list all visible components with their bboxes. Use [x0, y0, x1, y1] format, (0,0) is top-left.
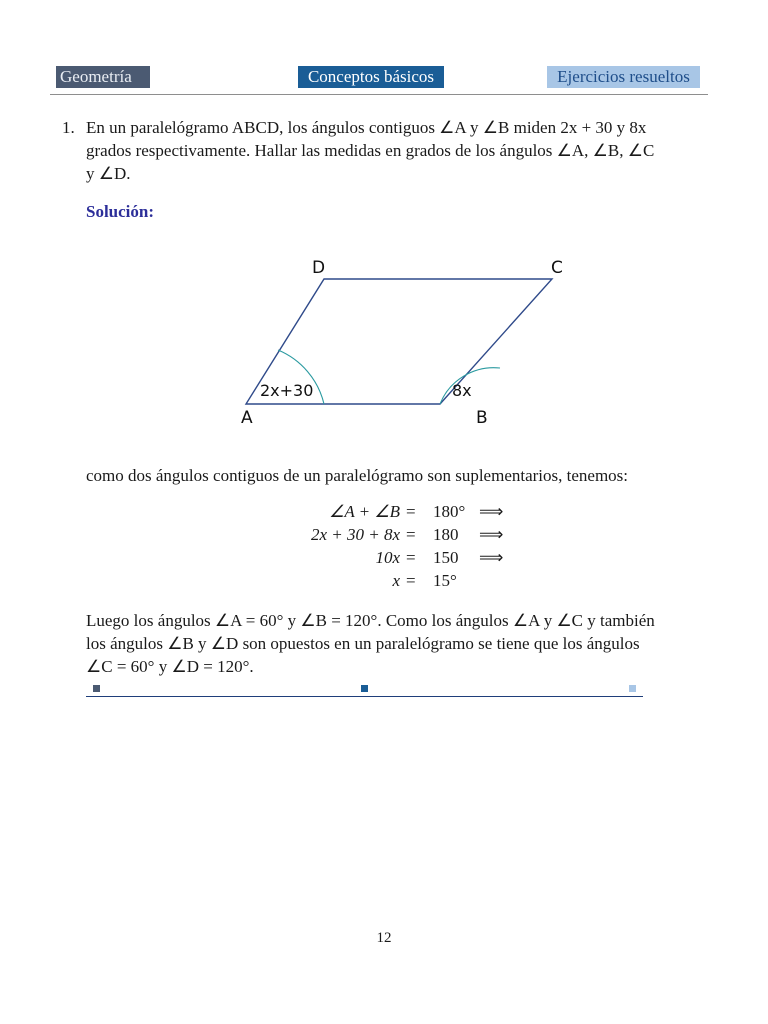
vertex-d-label: D — [312, 258, 326, 278]
intro-text: como dos ángulos contiguos de un paralelógramo son suplementarios, tenemos: — [86, 466, 629, 485]
vertex-b-label: B — [476, 408, 488, 428]
equation-row-1 — [0, 502, 768, 526]
eq4-lhs: x — [392, 571, 400, 590]
conclusion-paragraph — [86, 609, 726, 679]
problem-number: 1. — [62, 118, 75, 137]
vertex-a-label: A — [241, 408, 253, 428]
tab-ejercicios-resueltos[interactable]: Ejercicios resueltos — [547, 66, 700, 88]
equation-row-3 — [0, 548, 768, 572]
problem-line-2: grados respectivamente. Hallar las medidas en grados de los ángulos ∠A, ∠B, ∠C — [86, 141, 655, 160]
eq2-lhs: 2x + 30 + 8x — [310, 525, 400, 544]
tab-geometria[interactable]: Geometría — [56, 66, 150, 88]
eq3-rel: = — [406, 548, 416, 567]
conclusion-line-2: los ángulos ∠B y ∠D son opuestos en un paralelógramo se tiene que los ángulos — [86, 634, 640, 653]
tab-conceptos-basicos[interactable]: Conceptos básicos — [298, 66, 444, 88]
page-number: 12 — [376, 930, 392, 946]
vertex-c-label: C — [551, 258, 563, 278]
solution-heading: Solución: — [86, 202, 155, 221]
eq2-arrow: ⟹ — [479, 525, 504, 544]
angle-a-label: 2x+30 — [260, 381, 314, 400]
footer-square-left — [93, 685, 100, 692]
eq4-rhs: 15° — [433, 571, 457, 590]
eq4-rel: = — [406, 571, 416, 590]
parallelogram-figure — [220, 250, 580, 430]
problem-line-1: En un paralelógramo ABCD, los ángulos contiguos ∠A y ∠B miden 2x + 30 y 8x — [86, 118, 647, 137]
angle-b-label: 8x — [452, 381, 472, 400]
footer-divider — [86, 696, 643, 697]
eq3-arrow: ⟹ — [479, 548, 504, 567]
eq3-rhs: 150 — [433, 548, 459, 567]
header-divider — [50, 94, 708, 95]
eq2-rhs: 180 — [433, 525, 459, 544]
eq2-rel: = — [406, 525, 416, 544]
eq1-rel: = — [406, 502, 416, 521]
equation-row-4 — [0, 571, 768, 595]
footer-square-center — [361, 685, 368, 692]
conclusion-line-3: ∠C = 60° y ∠D = 120°. — [86, 657, 254, 676]
equation-row-2 — [0, 525, 768, 549]
footer-square-right — [629, 685, 636, 692]
eq1-lhs: ∠A + ∠B — [329, 502, 400, 521]
eq1-rhs: 180° — [433, 502, 466, 521]
eq1-arrow: ⟹ — [479, 502, 504, 521]
eq3-lhs: 10x — [375, 548, 400, 567]
conclusion-line-1: Luego los ángulos ∠A = 60° y ∠B = 120°. Como los ángulos ∠A y ∠C y también — [86, 611, 655, 630]
problem-line-3: y ∠D. — [86, 164, 131, 183]
